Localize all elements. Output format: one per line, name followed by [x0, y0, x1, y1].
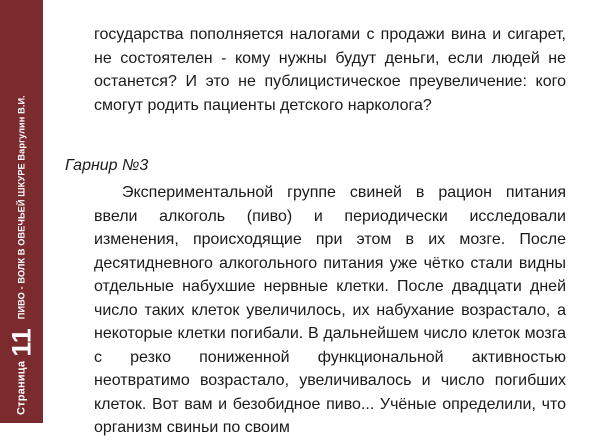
- section-heading: Гарнир №3: [65, 157, 149, 174]
- page-sidebar: [0, 0, 43, 423]
- paragraph-continuation: государства пополняется налогами с продажи вина и сигарет, не состоятелен - кому нужны будут деньги, если людей не останется? И это не публицистическое преувеличение: кого смогут родить пациенты детского нарколога?: [94, 26, 566, 114]
- page-label: Страница: [15, 360, 28, 415]
- sidebar-running-header: [6, 95, 37, 415]
- paragraph-body: Экспериментальной группе свиней в рацион питания ввели алкоголь (пиво) и периодически исследовали изменения, происходящие при этом в их мозге. После десятидневного алкогольного питания уже чётко стали видны отдельные набухшие нервные клетки. После двадцати дней число таких клеток увеличилось, их набухание возрастало, а некоторые клетки погибали. В дальнейшем число клеток мозга с резко пониженной функциональной активностью неотвратимо возрастало, увеличивалось и число погибших клеток. Вот вам и безобидное пиво... Учёные определили, что организм свиньи по своим: [94, 184, 566, 436]
- page-number: 11: [6, 328, 37, 357]
- book-title: ПИВО - ВОЛК В ОВЕЧЬЕЙ ШКУРЕ Варгулин В.И.: [16, 95, 27, 320]
